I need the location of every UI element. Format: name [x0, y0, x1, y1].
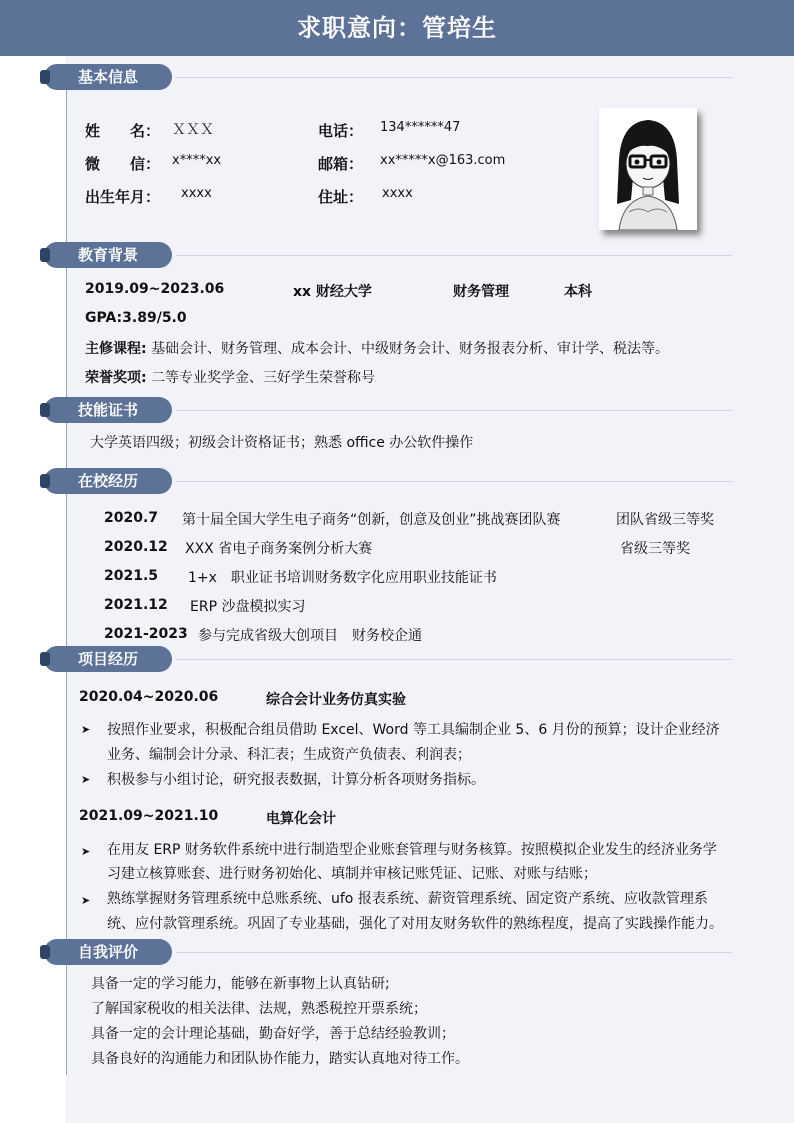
honors-row [85, 367, 375, 387]
project-period: 2021.09~2021.10 [79, 808, 219, 824]
honors-label: 荣誉奖项: [85, 370, 147, 386]
wechat-value: x****xx [172, 153, 222, 168]
project-bullet-line: 统、应付款管理系统。巩固了专业基础，强化了对用友财务软件的熟练程度，提高了实践操作能力。 [107, 916, 723, 932]
campus-year: 2021.12 [104, 597, 168, 613]
self-evaluation-line: 具备一定的会计理论基础，勤奋好学，善于总结经验教训； [91, 1026, 455, 1042]
timeline-line [66, 70, 67, 1075]
project-name: 综合会计业务仿真实验 [266, 692, 406, 708]
project-name: 电算化会计 [266, 811, 336, 827]
education-gpa: GPA:3.89/5.0 [85, 310, 187, 326]
campus-award: 团队省级三等奖 [616, 512, 714, 528]
campus-desc: 1+x 职业证书培训财务数字化应用职业技能证书 [188, 570, 497, 586]
section-projects: 项目经历 [44, 646, 172, 672]
education-period: 2019.09~2023.06 [85, 281, 225, 297]
self-evaluation-line: 具备良好的沟通能力和团队协作能力，踏实认真地对待工作。 [91, 1051, 469, 1067]
campus-desc: ERP 沙盘模拟实习 [190, 599, 306, 615]
self-evaluation-line: 具备一定的学习能力，能够在新事物上认真钻研; [91, 976, 390, 992]
birth-value: xxxx [181, 186, 212, 201]
project-bullet-line: 按照作业要求，积极配合组员借助 Excel、Word 等工具编制企业 5、6 月份的预算；设计企业经济 [107, 722, 720, 738]
project-bullet-line: 积极参与小组讨论，研究报表数据，计算分析各项财务指标。 [107, 772, 485, 788]
project-bullet-line: 在用友 ERP 财务软件系统中进行制造型企业账套管理与财务核算。按照模拟企业发生的经济业务学 [107, 842, 717, 858]
section-divider [176, 659, 732, 660]
section-divider [176, 255, 732, 256]
address-value: xxxx [382, 186, 413, 201]
education-school: xx 财经大学 [293, 284, 372, 300]
name-value: ＸＸＸ [172, 122, 214, 138]
project-period: 2020.04~2020.06 [79, 689, 219, 705]
project-bullet-line: 熟练掌握财务管理系统中总账系统、ufo 报表系统、薪资管理系统、固定资产系统、应收款管理系 [107, 891, 708, 907]
project-bullet-line: 业务、编制会计分录、科汇表；生成资产负债表、利润表； [107, 747, 471, 763]
campus-desc: XXX 省电子商务案例分析大赛 [185, 541, 373, 557]
honors-value: 二等专业奖学金、三好学生荣誉称号 [151, 370, 376, 386]
section-campus: 在校经历 [44, 468, 172, 494]
section-divider [176, 481, 732, 482]
education-major: 财务管理 [453, 284, 509, 300]
bullet-arrow-icon: ➤ [81, 723, 91, 736]
courses-row [85, 338, 669, 358]
phone-value: 134******47 [380, 120, 461, 135]
page-title: 求职意向：管培生 [0, 0, 794, 56]
avatar-illustration-icon [599, 108, 697, 230]
email-value: xx*****x@163.com [380, 153, 506, 168]
self-evaluation-line: 了解国家税收的相关法律、法规，熟悉税控开票系统； [91, 1001, 427, 1017]
section-divider [176, 77, 732, 78]
section-self-evaluation: 自我评价 [44, 939, 172, 965]
name-label: 姓 名： [85, 122, 161, 140]
campus-year: 2021.5 [104, 568, 159, 584]
campus-desc: 参与完成省级大创项目 财务校企通 [198, 628, 422, 644]
bullet-arrow-icon: ➤ [81, 773, 91, 786]
bullet-arrow-icon: ➤ [81, 845, 91, 858]
project-bullet-line: 习建立核算账套、进行财务初始化、填制并审核记账凭证、记账、对账与结账； [107, 866, 597, 882]
courses-value: 基础会计、财务管理、成本会计、中级财务会计、财务报表分析、审计学、税法等。 [151, 341, 670, 357]
skills-text: 大学英语四级；初级会计资格证书；熟悉 office 办公软件操作 [90, 435, 474, 451]
wechat-label: 微 信： [85, 155, 161, 173]
section-divider [176, 952, 732, 953]
birth-label: 出生年月： [85, 188, 161, 206]
campus-year: 2020.12 [104, 539, 168, 555]
campus-year: 2021-2023 [104, 626, 188, 642]
campus-year: 2020.7 [104, 510, 159, 526]
address-label: 住址： [318, 188, 364, 206]
education-degree: 本科 [564, 284, 592, 300]
email-label: 邮箱： [318, 155, 364, 173]
section-basic-info: 基本信息 [44, 64, 172, 90]
campus-award: 省级三等奖 [620, 541, 690, 557]
bullet-arrow-icon: ➤ [81, 894, 91, 907]
section-education: 教育背景 [44, 242, 172, 268]
courses-label: 主修课程: [85, 341, 147, 357]
phone-label: 电话： [318, 122, 364, 140]
profile-photo [599, 108, 697, 230]
section-skills: 技能证书 [44, 397, 172, 423]
campus-desc: 第十届全国大学生电子商务“创新，创意及创业”挑战赛团队赛 [182, 512, 561, 528]
section-divider [176, 410, 732, 411]
